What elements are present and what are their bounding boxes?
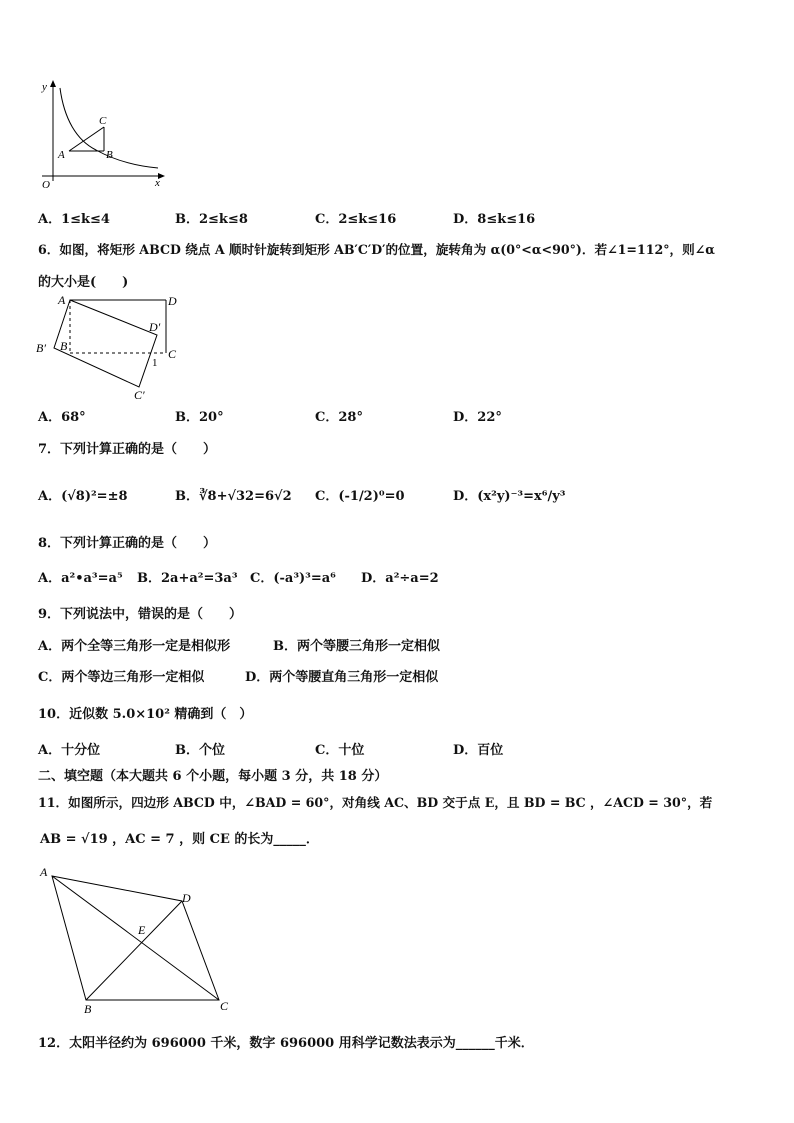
q7-option-d: D．(x²y)⁻³=x⁶/y³ bbox=[453, 489, 566, 504]
q7-option-b: B．∛8+√32=6√2 bbox=[175, 489, 292, 504]
q6-label-dp: D′ bbox=[149, 320, 161, 334]
q6-label-bp: B′ bbox=[36, 341, 46, 355]
q6-option-b: B．20° bbox=[175, 410, 224, 425]
q7-text: 7．下列计算正确的是（ ） bbox=[38, 442, 217, 457]
q6-label-d: D bbox=[168, 294, 177, 308]
q11-label-e: E bbox=[138, 923, 146, 937]
q8-option-a: A．a²•a³=a⁵ bbox=[38, 571, 123, 586]
q6-text-line2: 的大小是( ) bbox=[38, 275, 129, 290]
q11-text-line2: AB = √19 ，AC = 7 ，则 CE 的长为_____． bbox=[40, 832, 319, 847]
q5-label-o: O bbox=[42, 179, 50, 191]
q10-option-d: D．百位 bbox=[453, 743, 504, 758]
q7-option-a: A．(√8)²=±8 bbox=[38, 489, 128, 504]
q11-text-line1: 11．如图所示，四边形 ABCD 中，∠BAD = 60°，对角线 AC、BD 交于点 E，且 BD = BC ，∠ACD = 30°，若 bbox=[38, 795, 713, 810]
q8-option-c: C．(-a³)³=a⁶ bbox=[250, 571, 336, 586]
q9-text: 9．下列说法中，错误的是（ ） bbox=[38, 607, 243, 622]
q9-option-a: A．两个全等三角形一定是相似形 bbox=[38, 639, 231, 654]
q6-label-b: B bbox=[60, 339, 68, 353]
q5-option-a: A．1≤k≤4 bbox=[38, 212, 110, 227]
q5-label-c: C bbox=[99, 115, 107, 127]
q8-option-b: B．2a+a²=3a³ bbox=[137, 571, 238, 586]
q11-figure bbox=[36, 862, 236, 1018]
q12-text: 12．太阳半径约为 696000 千米，数字 696000 用科学记数法表示为______千米． bbox=[38, 1036, 534, 1051]
q6-option-d: D．22° bbox=[453, 410, 502, 425]
section2-title: 二、填空题（本大题共 6 个小题，每小题 3 分，共 18 分） bbox=[38, 769, 388, 784]
q5-label-x: x bbox=[155, 177, 160, 189]
q5-label-y: y bbox=[42, 81, 47, 93]
q6-option-a: A．68° bbox=[38, 410, 86, 425]
q6-text-line1: 6．如图，将矩形 ABCD 绕点 A 顺时针旋转到矩形 AB′C′D′的位置，旋转角为 α(0°<α<90°)．若∠1=112°，则∠α bbox=[38, 242, 715, 257]
q7-option-c: C．(-1/2)⁰=0 bbox=[315, 489, 405, 504]
q9-option-d: D．两个等腰直角三角形一定相似 bbox=[245, 670, 439, 685]
q10-text: 10．近似数 5.0×10² 精确到（ ） bbox=[38, 707, 253, 722]
q5-label-b: B bbox=[106, 149, 113, 161]
q11-label-d: D bbox=[182, 891, 191, 905]
q9-option-c: C．两个等边三角形一定相似 bbox=[38, 670, 205, 685]
q5-label-a: A bbox=[58, 149, 65, 161]
q11-label-c: C bbox=[220, 999, 229, 1013]
q5-figure bbox=[36, 78, 168, 192]
q5-option-d: D．8≤k≤16 bbox=[453, 212, 536, 227]
q6-figure bbox=[34, 292, 184, 402]
q11-label-a: A bbox=[40, 865, 48, 879]
q6-option-c: C．28° bbox=[315, 410, 363, 425]
q6-label-a: A bbox=[58, 293, 66, 307]
q5-option-c: C．2≤k≤16 bbox=[315, 212, 397, 227]
q8-text: 8．下列计算正确的是（ ） bbox=[38, 536, 217, 551]
q8-option-d: D．a²÷a=2 bbox=[361, 571, 439, 586]
q5-option-b: B．2≤k≤8 bbox=[175, 212, 248, 227]
q6-label-cp: C′ bbox=[134, 388, 145, 402]
q10-option-c: C．十位 bbox=[315, 743, 365, 758]
q9-option-b: B．两个等腰三角形一定相似 bbox=[273, 639, 440, 654]
q11-label-b: B bbox=[84, 1002, 92, 1016]
q6-label-c: C bbox=[168, 347, 177, 361]
q10-option-b: B．个位 bbox=[175, 743, 225, 758]
q6-label-one: 1 bbox=[152, 357, 158, 369]
q10-option-a: A．十分位 bbox=[38, 743, 101, 758]
